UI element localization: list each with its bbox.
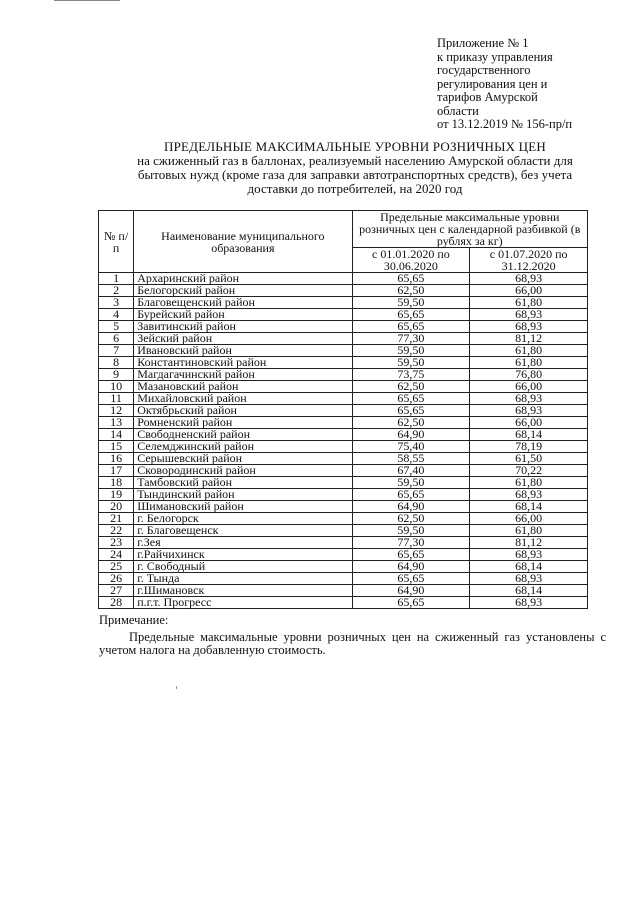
row-num: 24 [99,549,134,561]
row-price-period-2: 70,22 [470,465,588,477]
row-price-period-1: 64,90 [352,429,470,441]
row-price-period-2: 68,93 [470,273,588,285]
appendix-line: регулирования цен и [437,76,548,91]
title-sub-line: на сжиженный газ в баллонах, реализуемый населению Амурской области для [137,153,573,168]
appendix-line: тарифов Амурской [437,90,538,104]
appendix-line: Приложение № 1 [437,36,529,50]
row-num: 13 [99,417,134,429]
appendix-block [437,37,617,132]
row-num: 18 [99,477,134,489]
row-num: 28 [99,597,134,609]
row-name: г. Тында [134,573,352,585]
row-num: 23 [99,537,134,549]
row-name: Константиновский район [134,357,352,369]
row-price-period-1: 67,40 [352,465,470,477]
row-price-period-1: 59,50 [352,525,470,537]
row-price-period-2: 68,93 [470,405,588,417]
row-name: Архаринский район [134,273,352,285]
row-price-period-1: 65,65 [352,393,470,405]
row-num: 19 [99,489,134,501]
row-price-period-2: 61,80 [470,525,588,537]
row-num: 6 [99,333,134,345]
row-price-period-1: 59,50 [352,357,470,369]
scan-speck [176,686,177,689]
row-price-period-1: 62,50 [352,417,470,429]
row-num: 4 [99,309,134,321]
row-name: Тамбовский район [134,477,352,489]
scan-artifact-line [54,0,120,1]
row-name: п.г.т. Прогресс [134,597,352,609]
row-price-period-2: 68,93 [470,309,588,321]
row-price-period-2: 66,00 [470,417,588,429]
row-name: г.Шимановск [134,585,352,597]
title-main: ПРЕДЕЛЬНЫЕ МАКСИМАЛЬНЫЕ УРОВНИ РОЗНИЧНЫХ ЦЕН [164,139,546,154]
appendix-line: области [437,103,479,118]
row-num: 20 [99,501,134,513]
row-price-period-2: 68,14 [470,585,588,597]
row-num: 3 [99,297,134,309]
price-table [98,210,588,609]
document-title [120,140,590,196]
row-num: 9 [99,369,134,381]
row-price-period-1: 77,30 [352,537,470,549]
row-price-period-2: 68,93 [470,393,588,405]
row-name: Магдагачинский район [134,369,352,381]
row-price-period-1: 64,90 [352,585,470,597]
row-num: 7 [99,345,134,357]
row-name: Ромненский район [134,417,352,429]
row-price-period-2: 66,00 [470,285,588,297]
row-num: 12 [99,405,134,417]
appendix-line: от 13.12.2019 № 156-пр/п [437,117,573,131]
row-num: 1 [99,273,134,285]
row-price-period-2: 78,19 [470,441,588,453]
row-name: г. Свободный [134,561,352,573]
row-name: Свободненский район [134,429,352,441]
row-price-period-2: 81,12 [470,333,588,345]
row-price-period-1: 62,50 [352,285,470,297]
row-price-period-2: 68,14 [470,501,588,513]
header-price: Предельные максимальные уровни розничных цен с календарной разбивкой (в рублях за кг) [352,211,587,248]
row-price-period-1: 65,65 [352,549,470,561]
row-num: 25 [99,561,134,573]
row-price-period-1: 64,90 [352,561,470,573]
row-price-period-1: 65,65 [352,321,470,333]
row-price-period-1: 65,65 [352,489,470,501]
header-name: Наименование муниципального образования [134,211,352,273]
row-name: Серышевский район [134,453,352,465]
appendix-line: государственного [437,63,531,77]
row-name: Белогорский район [134,285,352,297]
row-price-period-1: 64,90 [352,501,470,513]
row-price-period-1: 59,50 [352,477,470,489]
row-name: г.Зея [134,537,352,549]
row-price-period-1: 65,65 [352,405,470,417]
row-name: Октябрьский район [134,405,352,417]
row-price-period-2: 81,12 [470,537,588,549]
row-name: Бурейский район [134,309,352,321]
header-period-1: с 01.01.2020 по 30.06.2020 [352,248,470,273]
row-name: Завитинский район [134,321,352,333]
row-name: Ивановский район [134,345,352,357]
row-price-period-2: 61,80 [470,357,588,369]
row-price-period-2: 68,93 [470,321,588,333]
row-price-period-1: 65,65 [352,597,470,609]
row-name: Мазановский район [134,381,352,393]
header-num: № п/п [99,211,134,273]
row-price-period-1: 65,65 [352,309,470,321]
row-name: г.Райчихинск [134,549,352,561]
row-price-period-1: 59,50 [352,297,470,309]
row-num: 16 [99,453,134,465]
row-num: 11 [99,393,134,405]
row-price-period-2: 66,00 [470,381,588,393]
row-num: 2 [99,285,134,297]
row-price-period-1: 65,65 [352,573,470,585]
header-period-2: с 01.07.2020 по 31.12.2020 [470,248,588,273]
row-price-period-2: 66,00 [470,513,588,525]
row-price-period-2: 68,93 [470,549,588,561]
row-price-period-1: 75,40 [352,441,470,453]
row-name: г. Белогорск [134,513,352,525]
row-name: Шимановский район [134,501,352,513]
row-name: г. Благовещенск [134,525,352,537]
row-num: 10 [99,381,134,393]
note-block [99,614,606,658]
row-name: Сковородинский район [134,465,352,477]
row-price-period-1: 65,65 [352,273,470,285]
note-text: Предельные максимальные уровни розничных цен на сжиженный газ установлены с учетом налога на добавленную стоимость. [99,629,606,657]
row-price-period-2: 61,80 [470,297,588,309]
row-num: 26 [99,573,134,585]
row-num: 8 [99,357,134,369]
title-sub-line: бытовых нужд (кроме газа для заправки автотранспортных средств), без учета [137,167,573,182]
row-num: 5 [99,321,134,333]
row-price-period-2: 61,80 [470,477,588,489]
row-price-period-2: 68,93 [470,597,588,609]
row-name: Благовещенский район [134,297,352,309]
row-num: 21 [99,513,134,525]
row-name: Селемджинский район [134,441,352,453]
row-price-period-2: 76,80 [470,369,588,381]
row-price-period-1: 73,75 [352,369,470,381]
row-price-period-2: 68,93 [470,573,588,585]
row-name: Тындинский район [134,489,352,501]
row-price-period-2: 68,93 [470,489,588,501]
row-price-period-2: 68,14 [470,429,588,441]
row-num: 14 [99,429,134,441]
row-num: 22 [99,525,134,537]
row-price-period-2: 61,80 [470,345,588,357]
row-num: 27 [99,585,134,597]
row-price-period-1: 62,50 [352,381,470,393]
row-price-period-1: 58,55 [352,453,470,465]
table-body [99,273,588,609]
appendix-line: к приказу управления [437,49,553,64]
row-name: Зейский район [134,333,352,345]
row-num: 17 [99,465,134,477]
title-sub-line: доставки до потребителей, на 2020 год [247,181,463,196]
table-row [99,597,588,609]
row-price-period-1: 77,30 [352,333,470,345]
row-price-period-2: 61,50 [470,453,588,465]
row-price-period-1: 59,50 [352,345,470,357]
row-num: 15 [99,441,134,453]
row-price-period-1: 62,50 [352,513,470,525]
row-price-period-2: 68,14 [470,561,588,573]
note-label: Примечание: [99,613,169,627]
row-name: Михайловский район [134,393,352,405]
